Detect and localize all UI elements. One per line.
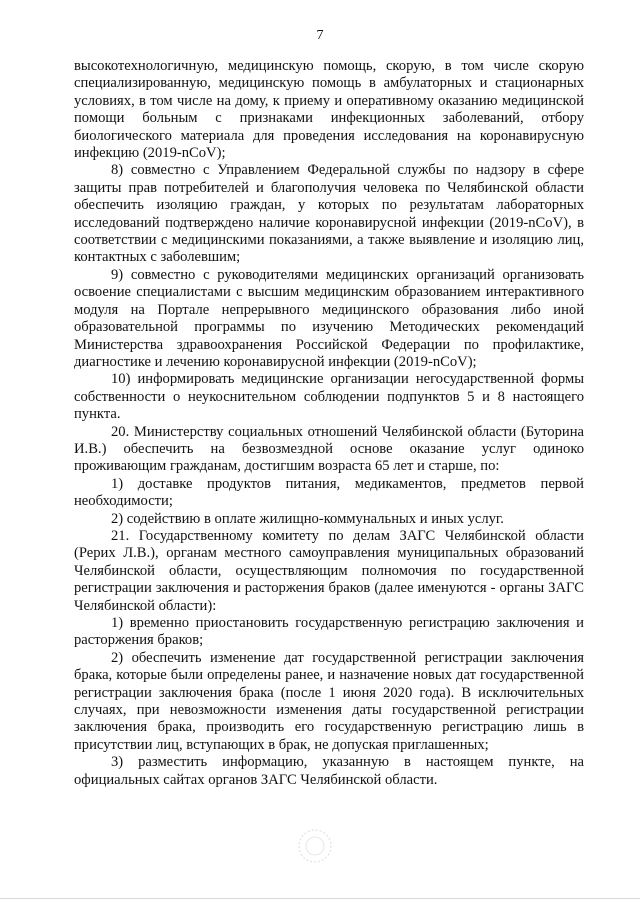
faint-seal-mark <box>295 826 335 866</box>
paragraph-section-20-item-2: 2) содействию в оплате жилищно-коммунальных и иных услуг. <box>111 510 504 527</box>
paragraph-item-9: 9) совместно с руководителями медицинских организаций организовать освоение специалистами с высшим медицинским образованием интерактивного модуля на Портале непрерывного медицинского образования либо иной образовательной программы по изучению Методических рекомендаций Министерства здравоохранения Российской Федерации по профилактике, диагностике и лечению коронавирусной инфекции (2019-nCoV); <box>74 266 584 370</box>
page-number: 7 <box>316 28 324 43</box>
paragraph-section-20: 20. Министерству социальных отношений Челябинской области (Буторина И.В.) обеспечить на безвозмездной основе оказание услуг одиноко проживающим гражданам, достигшим возраста 65 лет и старше, по: <box>74 423 584 475</box>
paragraph-section-21-item-2: 2) обеспечить изменение дат государственной регистрации заключения брака, которые были определены ранее, и назначение новых дат государственной регистрации заключения брака (после 1 июня 2020 года). В исключительных случаях, при невозможности изменения даты государственной регистрации заключения брака, производить его государственную регистрацию лишь в присутствии лиц, вступающих в брак, не допуская приглашенных; <box>74 649 584 753</box>
document-body <box>74 58 584 789</box>
paragraph-section-21: 21. Государственному комитету по делам ЗАГС Челябинской области (Рерих Л.В.), органам местного самоуправления муниципальных образований Челябинской области, осуществляющим полномочия по государственной регистрации заключения и расторжения браков (далее именуются - органы ЗАГС Челябинской области): <box>74 527 584 614</box>
paragraph-item-10: 10) информировать медицинские организации негосударственной формы собственности о неукоснительном соблюдении подпунктов 5 и 8 настоящего пункта. <box>74 371 584 423</box>
paragraph-item-8: 8) совместно с Управлением Федеральной службы по надзору в сфере защиты прав потребителей и благополучия человека по Челябинской области обеспечить изоляцию граждан, у которых по результатам лабораторных исследований подтверждено наличие коронавирусной инфекции (2019-nCoV), в соответствии с медицинскими показаниями, а также выявление и изоляцию лиц, контактных с заболевшим; <box>74 162 584 266</box>
paragraph-continuation: высокотехнологичную, медицинскую помощь, скорую, в том числе скорую специализированную, медицинскую помощь в амбулаторных и стационарных условиях, в том числе на дому, к приему и оперативному оказанию медицинской помощи больным с признаками инфекционных заболеваний, отбору биологического материала для проведения исследования на коронавирусную инфекцию (2019-nCoV); <box>74 58 584 162</box>
paragraph-section-21-item-1: 1) временно приостановить государственную регистрацию заключения и расторжения браков; <box>74 615 584 649</box>
scan-edge-line <box>0 898 640 899</box>
paragraph-section-21-item-3: 3) разместить информацию, указанную в настоящем пункте, на официальных сайтах органов ЗАГС Челябинской области. <box>74 754 584 788</box>
paragraph-section-20-item-1: 1) доставке продуктов питания, медикаментов, предметов первой необходимости; <box>74 475 584 510</box>
